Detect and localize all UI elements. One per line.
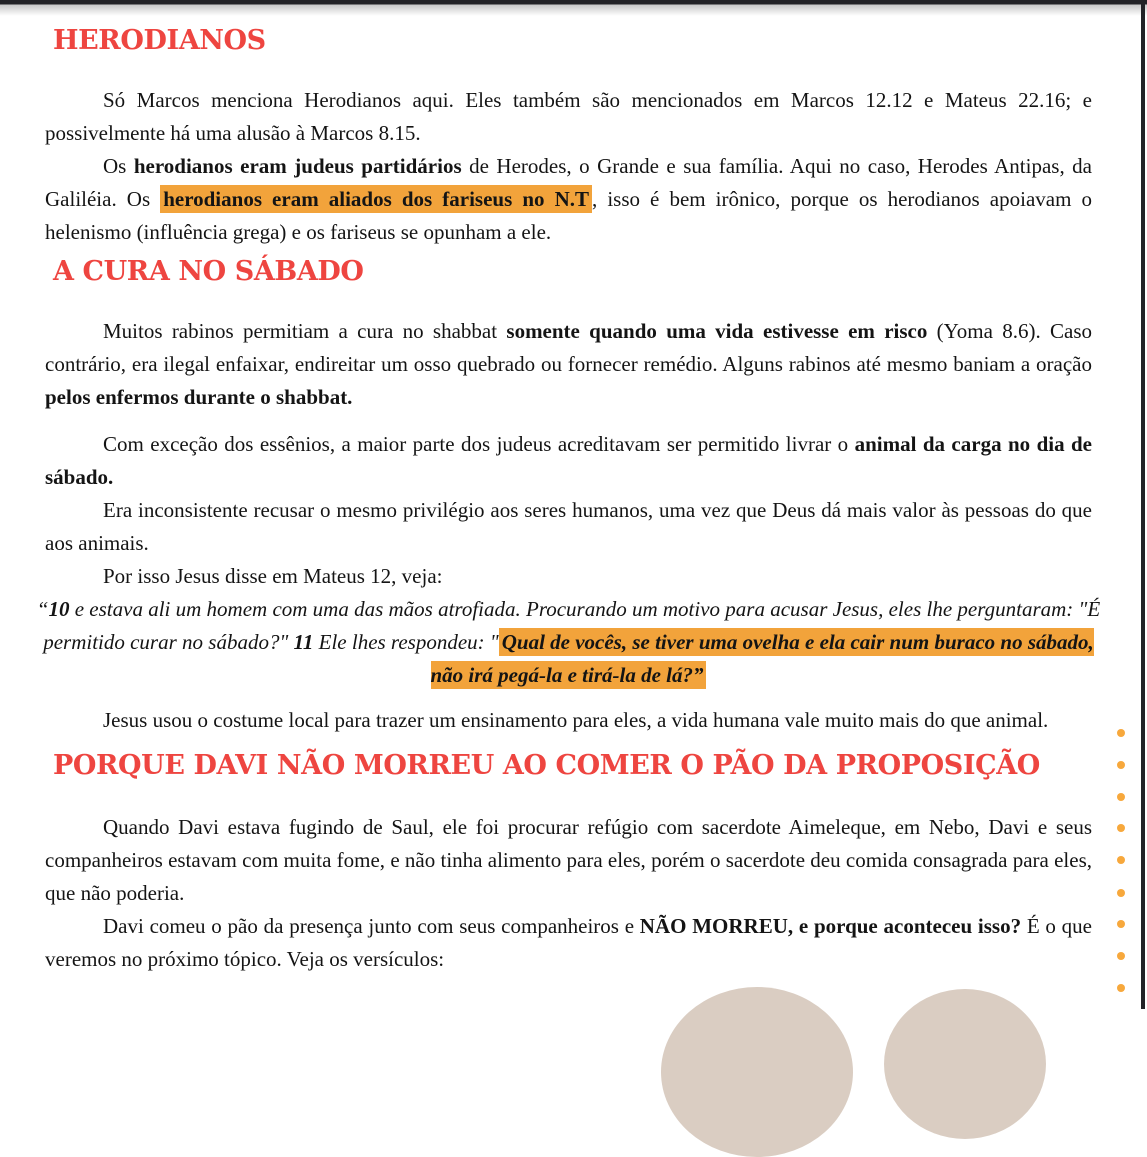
orange-dot	[1117, 793, 1125, 801]
text-run: Muitos rabinos permitiam a cura no shabbat	[103, 319, 507, 343]
bold-text: somente quando uma vida estivesse em risco	[506, 319, 928, 343]
text-run: Quando Davi estava fugindo de Saul, ele foi procurar refúgio com sacerdote Aimeleque, em Nebo, Davi e seus companheiros estavam com muita fome, e não tinha alimento para eles, porém o sacerdote deu comida consagrada para eles, que não poderia.	[45, 815, 1092, 905]
decorative-dome-right	[884, 989, 1046, 1139]
text-run: e estava ali um homem com uma das mãos atrofiada. Procurando um motivo para acusar Jesus, eles lhe perguntaram: "É permitido curar no sábado?"	[43, 597, 1101, 654]
text-run: , isso é bem irônico, porque os herodianos apoiavam o helenismo (influência grega) e os fariseus se opunham a ele.	[45, 187, 1092, 244]
page-right-edge	[1141, 0, 1145, 1009]
paragraph-davi-fugindo	[45, 811, 1092, 910]
orange-dot	[1117, 984, 1125, 992]
orange-dot	[1117, 824, 1125, 832]
bold-text: NÃO MORREU, e porque aconteceu isso?	[639, 914, 1022, 938]
text-run: Ele lhes respondeu: "	[313, 630, 499, 654]
text-run: Com exceção dos essênios, a maior parte dos judeus acreditavam ser permitido livrar o	[103, 432, 855, 456]
orange-dot	[1117, 952, 1125, 960]
orange-dot	[1117, 761, 1125, 769]
text-run: Jesus usou o costume local para trazer um ensinamento para eles, a vida humana vale muito mais do que animal.	[103, 708, 1049, 732]
orange-dot	[1117, 856, 1125, 864]
highlighted-text: Qual de vocês, se tiver uma ovelha e ela cair num buraco no sábado, não irá pegá-la e tirá-la de lá?”	[430, 630, 1094, 687]
section-heading-porque-davi: PORQUE DAVI NÃO MORREU AO COMER O PÃO DA PROPOSIÇÃO	[53, 750, 1040, 781]
bold-text: animal da carga no dia de sábado.	[45, 432, 1092, 489]
section-heading-herodianos: HERODIANOS	[53, 25, 266, 56]
paragraph-essenios-animal	[45, 428, 1092, 494]
text-run: Só Marcos menciona Herodianos aqui. Eles também são mencionados em Marcos 12.12 e Mateus 22.16; e possivelmente há uma alusão à Marcos 8.15.	[45, 88, 1092, 145]
bold-text: 10	[48, 597, 70, 621]
paragraph-davi-comeu-pao	[45, 910, 1092, 976]
text-run: É o que veremos no próximo tópico. Veja os versículos:	[45, 914, 1092, 971]
highlighted-text: herodianos eram aliados dos fariseus no N.T	[160, 185, 592, 213]
bold-text: 11	[293, 630, 314, 654]
paragraph-herodianos-partidarios	[45, 150, 1092, 249]
paragraph-rabinos-shabbat	[45, 315, 1092, 414]
text-run: Davi comeu o pão da presença junto com seus companheiros e	[103, 914, 640, 938]
bold-text: pelos enfermos durante o shabbat.	[45, 385, 353, 409]
decorative-dome-left	[661, 987, 853, 1157]
text-run: (Yoma 8.6). Caso contrário, era ilegal enfaixar, endireitar um osso quebrado ou fornecer remédio. Alguns rabinos até mesmo baniam a oração	[45, 319, 1092, 376]
orange-dot	[1117, 729, 1125, 737]
text-run: “	[36, 597, 49, 621]
paragraph-por-isso-jesus	[45, 560, 1092, 593]
orange-dot	[1117, 920, 1125, 928]
text-run: de Herodes, o Grande e sua família. Aqui no caso, Herodes Antipas, da Galiléia. Os	[45, 154, 1093, 211]
orange-dot	[1117, 889, 1125, 897]
page-top-edge	[0, 0, 1147, 16]
bold-text: herodianos eram judeus partidários	[133, 154, 462, 178]
paragraph-inconsistente	[45, 494, 1092, 560]
paragraph-jesus-costume	[45, 704, 1092, 737]
section-heading-cura-no-sabado: A CURA NO SÁBADO	[53, 256, 364, 287]
text-run: Os	[103, 154, 134, 178]
bible-quote-mateus-12	[25, 593, 1112, 692]
text-run: Era inconsistente recusar o mesmo privilégio aos seres humanos, uma vez que Deus dá mais valor às pessoas do que aos animais.	[45, 498, 1092, 555]
paragraph-marcos-mentions	[45, 84, 1092, 150]
text-run: Por isso Jesus disse em Mateus 12, veja:	[103, 564, 443, 588]
